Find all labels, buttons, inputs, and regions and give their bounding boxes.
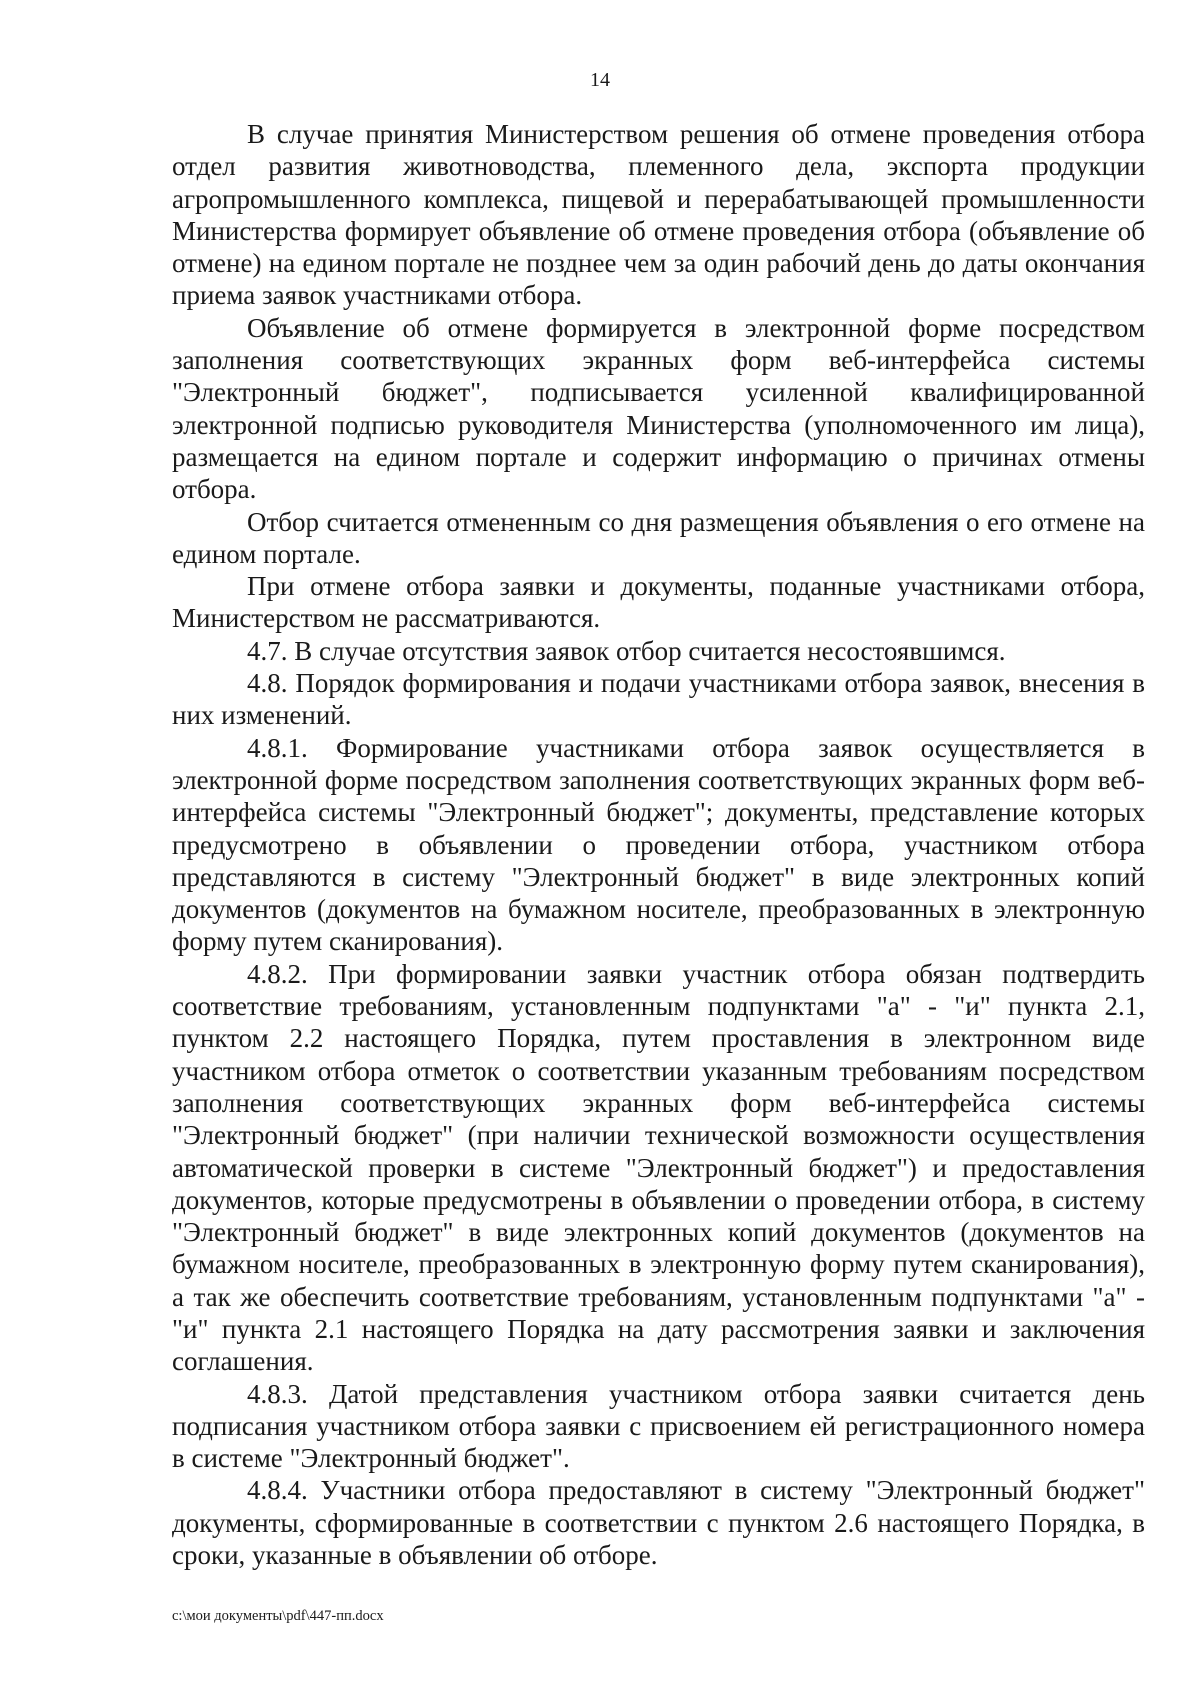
- paragraph-4-8-4: 4.8.4. Участники отбора предоставляют в систему "Электронный бюджет" документы, сформированные в соответствии с пунктом 2.6 настоящего Порядка, в сроки, указанные в объявлении об отборе.: [172, 1475, 1145, 1571]
- paragraph-4-7: 4.7. В случае отсутствия заявок отбор считается несостоявшимся.: [247, 635, 1006, 666]
- paragraph-4-8-2: 4.8.2. При формировании заявки участник отбора обязан подтвердить соответствие требованиям, установленным подпунктами "а" - "и" пункта 2.1, пунктом 2.2 настоящего Порядка, путем проставления в электронном виде участником отбора отметок о соответствии указанным требованиям посредством заполнения соответствующих экранных форм веб-интерфейса системы "Электронный бюджет" (при наличии технической возможности осуществления автоматической проверки в системе "Электронный бюджет") и предоставления документов, которые предусмотрены в объявлении о проведении отбора, в систему "Электронный бюджет" в виде электронных копий документов (документов на бумажном носителе, преобразованных в электронную форму путем сканирования), а так же обеспечить соответствие требованиям, установленным подпунктами "а" - "и" пункта 2.1 настоящего Порядка на дату рассмотрения заявки и заключения соглашения.: [172, 958, 1145, 1377]
- footer-file-path: c:\мои документы\pdf\447-пп.docx: [172, 1608, 384, 1624]
- paragraph-4-8: 4.8. Порядок формирования и подачи участниками отбора заявок, внесения в них изменений.: [172, 668, 1145, 731]
- paragraph-4-8-1: 4.8.1. Формирование участниками отбора заявок осуществляется в электронной форме посредством заполнения соответствующих экранных форм веб-интерфейса системы "Электронный бюджет"; документы, представление которых предусмотрено в объявлении о проведении отбора, участником отбора представляются в систему "Электронный бюджет" в виде электронных копий документов (документов на бумажном носителе, преобразованных в электронную форму путем сканирования).: [172, 732, 1145, 957]
- page-number: 14: [590, 69, 610, 91]
- document-body: [172, 118, 1145, 1571]
- paragraph-selection-cancelled: Отбор считается отмененным со дня размещения объявления о его отмене на едином портале.: [172, 506, 1145, 569]
- paragraph-applications-not-reviewed: При отмене отбора заявки и документы, поданные участниками отбора, Министерством не рассматриваются.: [172, 571, 1145, 634]
- paragraph-cancellation-decision: В случае принятия Министерством решения об отмене проведения отбора отдел развития животноводства, племенного дела, экспорта продукции агропромышленного комплекса, пищевой и перерабатывающей промышленности Министерства формирует объявление об отмене проведения отбора (объявление об отмене) на едином портале не позднее чем за один рабочий день до даты окончания приема заявок участниками отбора.: [172, 119, 1145, 311]
- paragraph-cancellation-notice-form: Объявление об отмене формируется в электронной форме посредством заполнения соответствующих экранных форм веб-интерфейса системы "Электронный бюджет", подписывается усиленной квалифицированной электронной подписью руководителя Министерства (уполномоченного им лица), размещается на едином портале и содержит информацию о причинах отмены отбора.: [172, 312, 1145, 505]
- paragraph-4-8-3: 4.8.3. Датой представления участником отбора заявки считается день подписания участником отбора заявки с присвоением ей регистрационного номера в системе "Электронный бюджет".: [172, 1378, 1145, 1474]
